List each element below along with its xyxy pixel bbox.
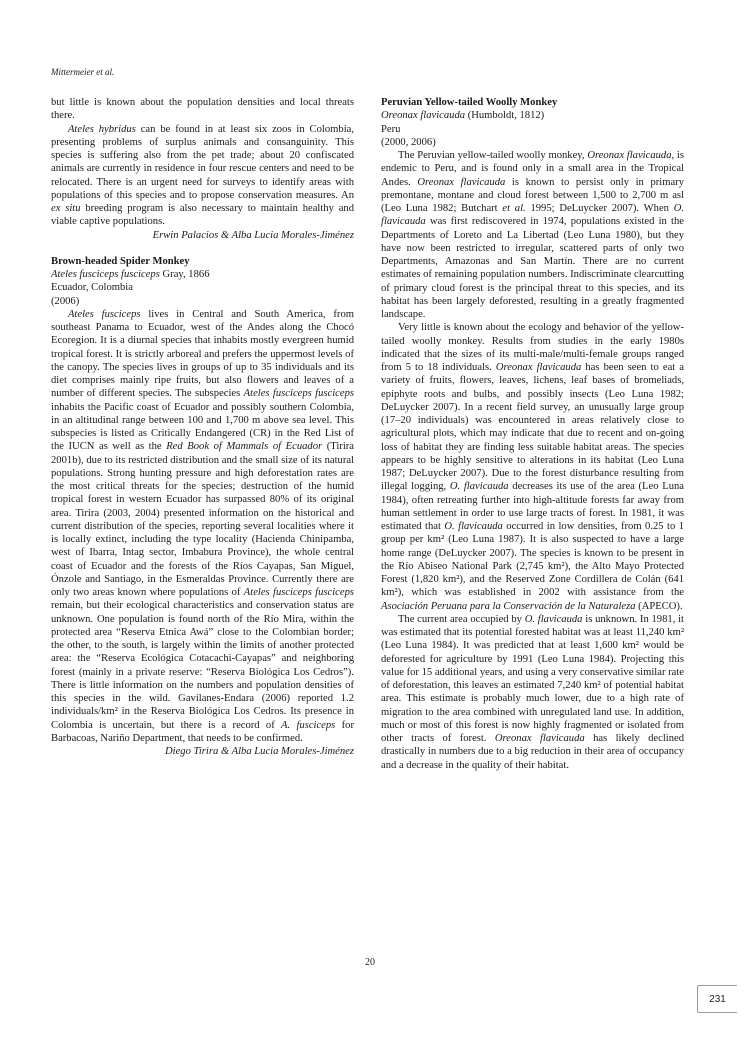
author-signature: Diego Tirira & Alba Lucia Morales-Jiménez <box>164 746 354 757</box>
species-scientific-line <box>381 109 684 122</box>
species-scientific-name: Oreonax flavicauda <box>381 110 466 122</box>
species-authority: Gray, 1866 <box>162 269 210 280</box>
species-countries: Ecuador, Colombia <box>51 282 133 294</box>
page-number: 20 <box>365 957 375 968</box>
species-scientific-line <box>51 268 354 281</box>
species-common-name: Brown-headed Spider Monkey <box>51 255 190 267</box>
page-tab-number: 231 <box>697 985 737 1013</box>
paragraph: The Peruvian yellow-tailed woolly monkey, Oreonax flavicauda, is endemic to Peru, and is found only in a small area in the Tropical Andes. Oreonax flavicauda is known to persist only in primary premontane, montane and cloud forest between 1,500 to 2,700 m asl (Leo Luna 1982; Butchart et al. 1995; DeLuycker 2007). When O. flavicauda was first rediscovered in 1974, populations existed in the Departments of Loreto and La Libertad (Leo Luna 1980), but they have now been restricted to irregular, scattered parts of only two Departments, Amazonas and San Martín. There are no current estimates of remaining population numbers. Indiscriminate clearcutting of primary cloud forest is the principal threat to this species, and its habitat has been largely deforested, resulting in a greatly fragmented landscape. <box>381 150 685 320</box>
author-signature: Erwin Palacios & Alba Lucia Morales-Jiménez <box>152 229 354 241</box>
paragraph: Ateles hybridus can be found in at least six zoos in Colombia, presenting problems of surplus animals and consanguinity. This species is suffering also from the pet trade; about 20 confiscated animals are currently in residence in four rescue centers and need to be relocated. There is an urgent need for surveys to identify areas with populations of this species and to propose conservation measures. An ex situ breeding program is also necessary to maintain healthy and viable captive populations. <box>51 123 354 228</box>
species-years: (2000, 2006) <box>381 136 436 148</box>
species-scientific-name: Ateles fusciceps fusciceps <box>51 269 160 280</box>
left-column <box>51 96 354 758</box>
running-head: Mittermeier et al. <box>51 67 115 77</box>
paragraph: Ateles fusciceps lives in Central and South America, from southeast Panama to Ecuador, west of the Andes along the Chocó Ecoregion. It is a diurnal species that inhabits mostly evergreen humid tropical forest. It is strictly arboreal and prefers the uppermost levels of the canopy. The species lives in groups of up to 35 individuals and its diet comprises mainly ripe fruits, but also flowers and leaves of a number of different species. The subspecies Ateles fusciceps fusciceps inhabits the Pacific coast of Ecuador and possibly southern Colombia, in an altitudinal range between 100 and 1,700 m above sea level. This subspecies is listed as Critically Endangered (CR) in the Red List of the IUCN as well as the Red Book of Mammals of Ecuador (Tirira 2001b), due to its restricted distribution and the small size of its natural populations. Strong hunting pressure and high deforestation rates are the most critical threats for the species; destruction of the humid tropical forest in western Ecuador has surpassed 80% of its original area. Tirira (2003, 2004) presented information on the historical and current distribution of the species, reporting several localities where it is locally extinct, including the type locality (Hacienda Chinipamba, west of Ibarra, Intag sector, Imbabura Province), the whole central coast of Ecuador and the forests of the Ríos Cayapas, San Miguel, Ónzole and Santiago, in the Esmeraldas Province. Currently there are only two areas known where populations of Ateles fusciceps fusciceps remain, but their ecological characteristics and conservation status are unknown. One population is found north of the Río Mira, within the protected area “Reserva Etnica Awá” close to the Colombian border; the other, to the south, is largely within the limits of another protected area: the “Reserva Ecológica Cotacachi-Cayapas” and neighboring forest (mainly in a private reserve: “Reserva Biológica Los Cedros”). There is little information on the numbers and population densities of this species in the wild. Gavilanes-Endara (2006) reported 1.2 individuals/km² in the Reserva Biológica Los Cedros. Its presence in Colombia is uncertain, but there is a record of A. fusciceps for Barbacoas, Nariño Department, that needs to be confirmed. <box>51 308 354 744</box>
species-countries: Peru <box>381 123 401 135</box>
paragraph: but little is known about the population densities and local threats there. <box>51 97 354 122</box>
species-authority: (Humboldt, 1812) <box>467 110 545 122</box>
paragraph: Very little is known about the ecology and behavior of the yellow-tailed woolly monkey. Results from studies in the early 1980s indicated that the sizes of its multi-male/multi-female groups ranged from 5 to 18 individuals. Oreonax flavicauda has been seen to eat a variety of fruits, flowers, leaves, lichens, leaf bases of bromeliads, epiphyte roots and bulbs, and possibly insects (Leo Luna 1982; DeLuycker 2007). In a recent field survey, an unusually large group (17–20 individuals) was encountered in areas relatively close to agricultural plots, which may indicate that due to recent and on-going loss of habitat they are finding less suitable habitat areas. The species appears to be highly sensitive to alterations in its habitat (Leo Luna 1987; DeLuycker 2007). Due to the forest disturbance resulting from illegal logging, O. flavicauda decreases its use of the area (Leo Luna 1984), often retreating further into high-altitude forests far away from human settlement in order to use large tracts of forest. In 1981, it was estimated that O. flavicauda occurred in low densities, from 0.25 to 1 group per km² (Leo Luna 1987). It is also suspected to have a large home range (DeLuycker 2007). The species is known to be present in the Río Abiseo National Park (2,745 km²), the Alto Mayo Protected Forest (1,820 km²), and the Reserved Zone Cordillera de Colán (641 km²), which was established in 2002 with assistance from the Asociación Peruana para la Conservación de la Naturaleza (APECO). <box>381 322 684 612</box>
species-years: (2006) <box>51 295 80 307</box>
species-common-name: Peruvian Yellow-tailed Woolly Monkey <box>381 97 558 108</box>
right-column <box>381 96 684 772</box>
paragraph: The current area occupied by O. flavicauda is unknown. In 1981, it was estimated that its potential forested habitat was at least 11,240 km² (Leo Luna 1984). It was predicted that at least 1,600 km² would be deforested for agriculture by 1991 (Leo Luna 1984). Projecting this value for 15 additional years, and using a very conservative similar rate of deforestation, this leaves an estimated 7,240 km² of potential habitat area. This estimate is probably much lower, due to a high rate of migration to the area combined with unregulated land use. In addition, much or most of this forest is now highly fragmented or isolated from other tracts of forest. Oreonax flavicauda has likely declined drastically in numbers due to a big reduction in their area of occupancy and a decrease in the quality of their habitat. <box>381 613 685 771</box>
